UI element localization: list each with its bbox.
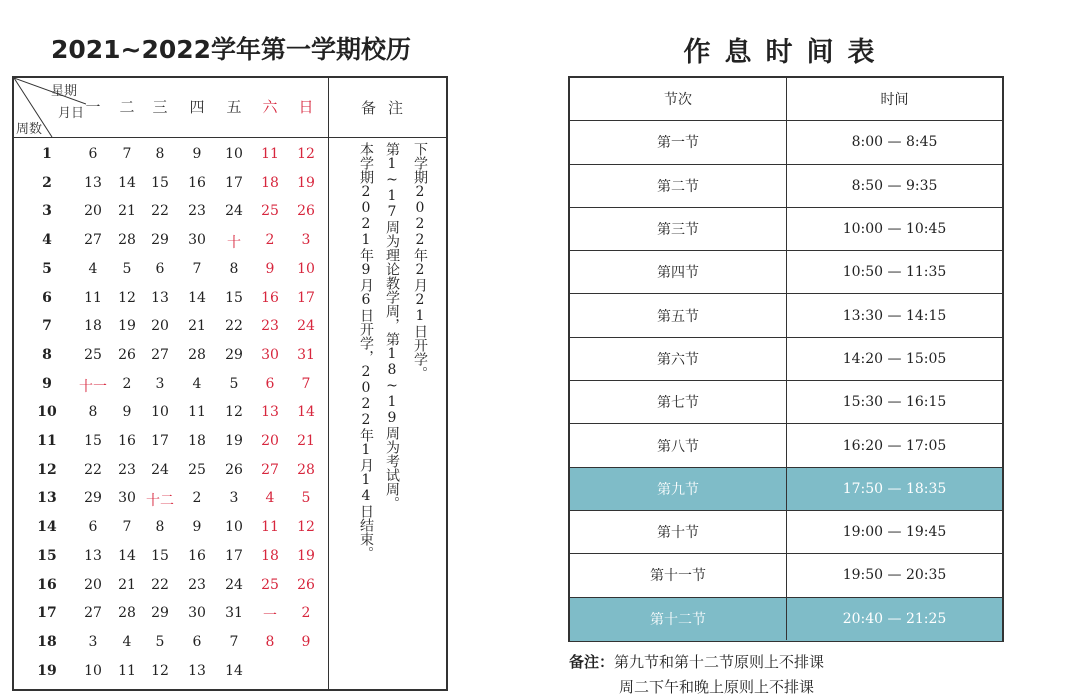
- calendar-date-cell: 4: [265, 490, 275, 507]
- calendar-date-cell: 16: [118, 433, 136, 449]
- calendar-week-row: [14, 286, 328, 315]
- calendar-header: [14, 78, 446, 138]
- calendar-date-cell: 28: [118, 605, 136, 622]
- calendar-date-cell: 28: [118, 232, 136, 249]
- calendar-date-cell: 8: [155, 146, 165, 162]
- week-number: 14: [37, 519, 57, 536]
- corner-weekday-label: 星期: [51, 84, 78, 99]
- calendar-date-cell: 27: [151, 346, 169, 363]
- calendar-date-cell: 5: [122, 260, 132, 277]
- day-header-3: 三: [152, 98, 168, 116]
- period-cell: 第三节: [657, 222, 699, 239]
- calendar-date-cell: 22: [151, 203, 169, 220]
- calendar-date-cell: 9: [192, 519, 202, 536]
- calendar-date-cell: 4: [192, 375, 202, 392]
- calendar-date-cell: 29: [151, 605, 169, 622]
- calendar-date-cell: 8: [155, 519, 165, 536]
- calendar-date-cell: 12: [225, 404, 243, 421]
- calendar-date-cell: 20: [84, 576, 102, 593]
- calendar-date-cell: 8: [229, 260, 239, 277]
- week-number: 17: [37, 605, 57, 622]
- calendar-date-cell: 十一: [79, 378, 107, 395]
- calendar-date-cell: 20: [151, 318, 169, 335]
- calendar-title: 2021~2022学年第一学期校历: [50, 35, 412, 64]
- calendar-date-cell: 19: [118, 318, 136, 335]
- time-cell: 时间: [880, 92, 909, 109]
- calendar-date-cell: 29: [225, 346, 243, 363]
- calendar-date-cell: 25: [188, 461, 206, 478]
- calendar-date-cell: 26: [118, 346, 136, 363]
- calendar-date-cell: 8: [265, 633, 275, 650]
- calendar-date-cell: 12: [118, 289, 136, 306]
- calendar-date-cell: 17: [297, 289, 315, 306]
- calendar-week-row: [14, 544, 328, 573]
- period-cell: 第五节: [657, 308, 699, 325]
- calendar-date-cell: 14: [188, 289, 206, 306]
- calendar-date-cell: 2: [265, 232, 275, 249]
- calendar-date-cell: 30: [118, 490, 136, 507]
- period-cell: 第六节: [657, 351, 699, 368]
- time-cell: 16:20 — 17:05: [842, 437, 947, 454]
- calendar-date-cell: 18: [261, 547, 279, 564]
- calendar-date-cell: 6: [155, 260, 165, 277]
- calendar-date-cell: 13: [84, 174, 102, 191]
- calendar-week-row: [14, 372, 328, 401]
- week-number: 1: [42, 146, 52, 162]
- calendar-date-cell: 7: [301, 375, 311, 392]
- period-cell: 第七节: [657, 395, 699, 412]
- remark-column-1: 本学期2021年9月6日开学，2022年1月14日结束。: [358, 142, 374, 560]
- calendar-date-cell: 11: [84, 289, 102, 306]
- week-number: 12: [37, 461, 57, 478]
- calendar-date-cell: 24: [297, 318, 315, 335]
- calendar-date-cell: 10: [225, 146, 243, 162]
- calendar-date-cell: 27: [84, 605, 102, 622]
- calendar-week-row: [14, 199, 328, 228]
- schedule-column-divider: [786, 78, 787, 640]
- calendar-date-cell: 31: [225, 605, 243, 622]
- calendar-date-cell: 13: [84, 547, 102, 564]
- calendar-date-cell: 26: [297, 203, 315, 220]
- calendar-date-cell: 11: [261, 146, 279, 162]
- calendar-date-cell: 7: [229, 633, 239, 650]
- calendar-date-cell: 13: [188, 662, 206, 679]
- calendar-date-cell: 29: [151, 232, 169, 249]
- calendar-date-cell: 15: [225, 289, 243, 306]
- calendar-date-cell: 14: [297, 404, 315, 421]
- week-number: 13: [37, 490, 57, 507]
- calendar-date-cell: 4: [122, 633, 132, 650]
- week-number: 19: [37, 662, 57, 679]
- time-cell: 8:00 — 8:45: [851, 134, 938, 151]
- calendar-date-cell: 9: [192, 146, 202, 162]
- calendar-date-cell: 21: [118, 576, 136, 593]
- calendar-date-cell: 26: [297, 576, 315, 593]
- calendar-date-cell: 9: [301, 633, 311, 650]
- calendar-date-cell: 23: [188, 576, 206, 593]
- calendar-date-cell: 8: [88, 404, 98, 421]
- calendar-date-cell: 15: [151, 547, 169, 564]
- calendar-week-row: [14, 142, 328, 171]
- note-text-1: 第九节和第十二节原则上不排课: [614, 653, 825, 671]
- calendar-date-cell: 9: [265, 260, 275, 277]
- calendar-week-row: [14, 659, 328, 688]
- calendar-date-cell: 7: [122, 146, 132, 162]
- time-cell: 19:50 — 20:35: [842, 567, 947, 584]
- calendar-date-cell: 21: [188, 318, 206, 335]
- calendar-week-row: [14, 486, 328, 515]
- calendar-date-cell: 17: [225, 174, 243, 191]
- corner-week-label: 周数: [16, 122, 43, 137]
- calendar-date-cell: 6: [192, 633, 202, 650]
- calendar-date-cell: 10: [151, 404, 169, 421]
- calendar-date-cell: 21: [118, 203, 136, 220]
- week-number: 4: [42, 232, 52, 249]
- calendar-date-cell: 3: [229, 490, 239, 507]
- calendar-date-cell: 十二: [146, 493, 174, 510]
- calendar-date-cell: 11: [261, 519, 279, 536]
- calendar-date-cell: 12: [151, 662, 169, 679]
- day-header-4: 四: [189, 98, 205, 116]
- calendar-date-cell: 14: [118, 174, 136, 191]
- calendar-date-cell: 28: [188, 346, 206, 363]
- calendar-date-cell: 17: [151, 433, 169, 449]
- remark-column-3: 下学期2022年2月21日开学。: [412, 142, 428, 380]
- calendar-week-row: [14, 601, 328, 630]
- schedule-note-line-2: [619, 676, 814, 697]
- day-header-5: 五: [226, 98, 242, 116]
- schedule-title: 作息时间表: [683, 37, 889, 68]
- week-number: 5: [42, 260, 52, 277]
- calendar-date-cell: 31: [297, 346, 315, 363]
- calendar-date-cell: 27: [261, 461, 279, 478]
- week-number: 16: [37, 576, 57, 593]
- week-number: 9: [42, 375, 52, 392]
- calendar-date-cell: 10: [225, 519, 243, 536]
- calendar-date-cell: 2: [122, 375, 132, 392]
- calendar-date-cell: 22: [225, 318, 243, 335]
- schedule-table: [568, 76, 1004, 642]
- calendar-date-cell: 22: [84, 461, 102, 478]
- calendar-date-cell: 24: [225, 203, 243, 220]
- calendar-date-cell: 24: [151, 461, 169, 478]
- calendar-table: [12, 76, 448, 691]
- calendar-date-cell: 9: [122, 404, 132, 421]
- week-number: 3: [42, 203, 52, 220]
- week-number: 15: [37, 547, 57, 564]
- calendar-date-cell: 12: [297, 146, 315, 162]
- calendar-week-row: [14, 314, 328, 343]
- period-cell: 第一节: [657, 135, 699, 152]
- calendar-date-cell: 12: [297, 519, 315, 536]
- week-number: 10: [37, 404, 57, 421]
- time-cell: 20:40 — 21:25: [842, 611, 947, 628]
- calendar-date-cell: 5: [229, 375, 239, 392]
- calendar-date-cell: 11: [188, 404, 206, 421]
- calendar-date-cell: 20: [84, 203, 102, 220]
- time-cell: 15:30 — 16:15: [842, 394, 947, 411]
- time-cell: 10:00 — 10:45: [842, 221, 947, 238]
- calendar-date-cell: 25: [84, 346, 102, 363]
- calendar-date-cell: 17: [225, 547, 243, 564]
- period-cell: 第十一节: [650, 568, 706, 585]
- calendar-date-cell: 18: [261, 174, 279, 191]
- calendar-date-cell: 一: [263, 608, 277, 625]
- time-cell: 10:50 — 11:35: [842, 264, 947, 281]
- calendar-date-cell: 28: [297, 461, 315, 478]
- week-number: 2: [42, 174, 52, 191]
- remarks-header: 备注: [360, 99, 415, 117]
- calendar-date-cell: 5: [301, 490, 311, 507]
- calendar-week-row: [14, 343, 328, 372]
- calendar-date-cell: 30: [188, 605, 206, 622]
- calendar-week-row: [14, 429, 328, 458]
- calendar-date-cell: 23: [188, 203, 206, 220]
- calendar-date-cell: 16: [261, 289, 279, 306]
- period-cell: 第八节: [657, 438, 699, 455]
- period-cell: 第九节: [657, 481, 699, 498]
- calendar-date-cell: 19: [297, 174, 315, 191]
- day-header-6: 六: [262, 98, 278, 116]
- calendar-date-cell: 4: [88, 260, 98, 277]
- calendar-date-cell: 十: [227, 235, 241, 252]
- remark-column-2: 第1~17周为理论教学周，第18~19周为考试周。: [384, 142, 400, 510]
- calendar-week-row: [14, 515, 328, 544]
- calendar-date-cell: 13: [151, 289, 169, 306]
- calendar-date-cell: 2: [192, 490, 202, 507]
- calendar-date-cell: 3: [155, 375, 165, 392]
- calendar-date-cell: 16: [188, 174, 206, 191]
- calendar-date-cell: 25: [261, 203, 279, 220]
- calendar-date-cell: 16: [188, 547, 206, 564]
- period-cell: 第四节: [657, 265, 699, 282]
- calendar-date-cell: 18: [188, 433, 206, 449]
- time-cell: 19:00 — 19:45: [842, 524, 947, 541]
- calendar-date-cell: 6: [88, 146, 98, 162]
- calendar-date-cell: 30: [188, 232, 206, 249]
- period-cell: 第十节: [657, 525, 699, 542]
- period-cell: 第二节: [657, 178, 699, 195]
- note-text-2: 周二下午和晚上原则上不排课: [619, 678, 815, 696]
- calendar-date-cell: 6: [265, 375, 275, 392]
- calendar-date-cell: 23: [261, 318, 279, 335]
- time-cell: 13:30 — 14:15: [842, 307, 947, 324]
- period-cell: 节次: [664, 92, 692, 109]
- calendar-date-cell: 14: [118, 547, 136, 564]
- calendar-date-cell: 21: [297, 433, 315, 449]
- calendar-date-cell: 24: [225, 576, 243, 593]
- period-cell: 第十二节: [650, 612, 706, 629]
- calendar-date-cell: 7: [192, 260, 202, 277]
- calendar-date-cell: 27: [84, 232, 102, 249]
- calendar-week-row: [14, 458, 328, 487]
- calendar-week-row: [14, 228, 328, 257]
- week-number: 7: [42, 318, 52, 335]
- calendar-date-cell: 10: [84, 662, 102, 679]
- remarks-divider: [328, 78, 329, 689]
- calendar-date-cell: 13: [261, 404, 279, 421]
- calendar-date-cell: 2: [301, 605, 311, 622]
- corner-date-label: 月日: [58, 106, 85, 121]
- calendar-date-cell: 30: [261, 346, 279, 363]
- schedule-note-line-1: [569, 651, 824, 672]
- calendar-date-cell: 15: [84, 433, 102, 449]
- calendar-date-cell: 25: [261, 576, 279, 593]
- week-number: 18: [37, 633, 57, 650]
- calendar-date-cell: 23: [118, 461, 136, 478]
- calendar-date-cell: 22: [151, 576, 169, 593]
- calendar-date-cell: 20: [261, 433, 279, 449]
- day-header-1: 一: [85, 98, 101, 116]
- week-number: 11: [37, 433, 57, 449]
- time-cell: 17:50 — 18:35: [842, 480, 947, 497]
- calendar-date-cell: 26: [225, 461, 243, 478]
- day-header-7: 日: [298, 98, 314, 116]
- time-cell: 8:50 — 9:35: [851, 177, 938, 194]
- calendar-week-row: [14, 630, 328, 659]
- calendar-week-row: [14, 400, 328, 429]
- day-header-2: 二: [119, 98, 135, 116]
- calendar-date-cell: 10: [297, 260, 315, 277]
- calendar-date-cell: 3: [301, 232, 311, 249]
- calendar-date-cell: 18: [84, 318, 102, 335]
- calendar-date-cell: 11: [118, 662, 136, 679]
- calendar-date-cell: 15: [151, 174, 169, 191]
- calendar-date-cell: 3: [88, 633, 98, 650]
- calendar-date-cell: 7: [122, 519, 132, 536]
- calendar-date-cell: 29: [84, 490, 102, 507]
- calendar-week-row: [14, 573, 328, 602]
- note-label: 备注：: [569, 653, 615, 671]
- calendar-week-row: [14, 171, 328, 200]
- calendar-date-cell: 5: [155, 633, 165, 650]
- calendar-week-row: [14, 257, 328, 286]
- week-number: 6: [42, 289, 52, 306]
- calendar-date-cell: 19: [225, 433, 243, 449]
- calendar-date-cell: 19: [297, 547, 315, 564]
- calendar-date-cell: 14: [225, 662, 243, 679]
- week-number: 8: [42, 346, 52, 363]
- calendar-date-cell: 6: [88, 519, 98, 536]
- time-cell: 14:20 — 15:05: [842, 350, 947, 367]
